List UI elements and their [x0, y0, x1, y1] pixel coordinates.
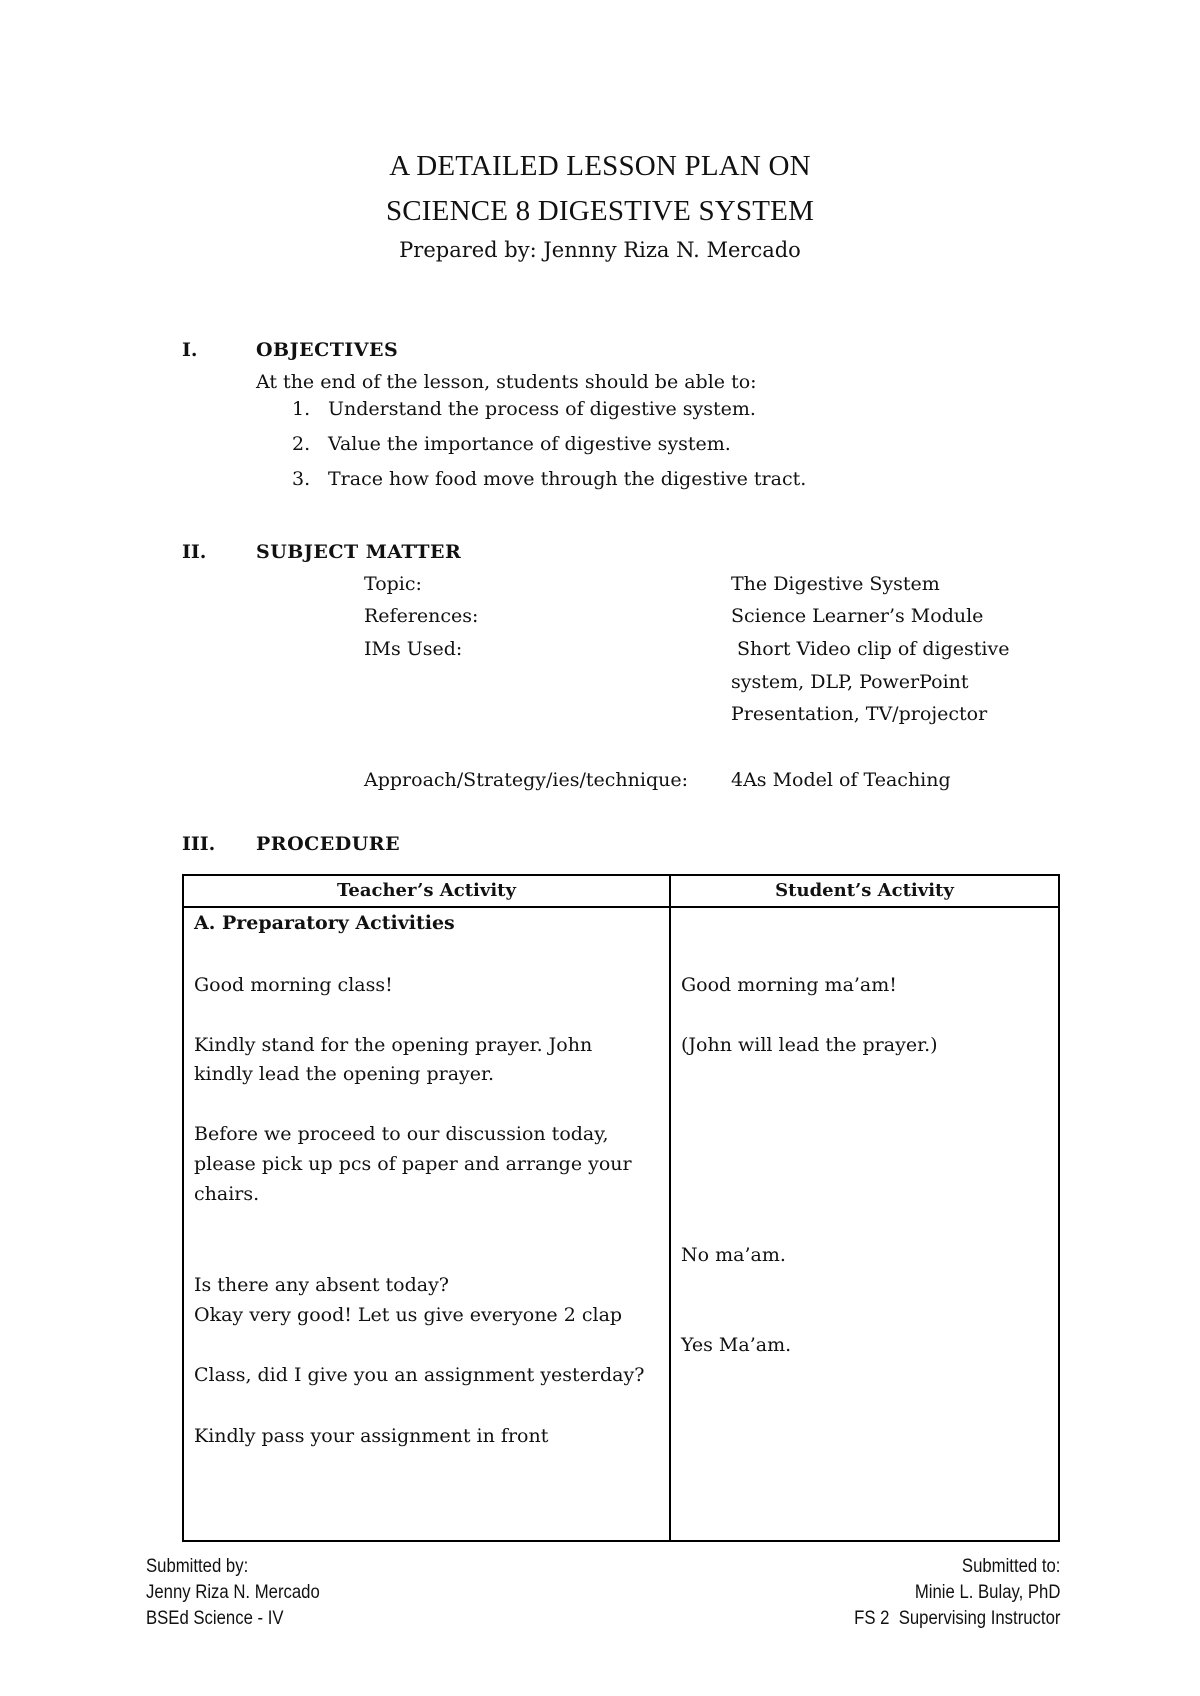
procedure-table [182, 874, 1060, 1542]
submitted-by-block [146, 1554, 343, 1632]
objectives-heading: OBJECTIVES [256, 339, 399, 361]
objective-text: Trace how food move through the digestive tract. [328, 468, 807, 490]
procedure-numeral: III. [182, 833, 216, 855]
submitted-by-course: BSEd Science - IV [146, 1608, 284, 1629]
student-line: Good morning ma’am! [681, 974, 897, 996]
teacher-line: Okay very good! Let us give everyone 2 clap [194, 1304, 623, 1326]
topic-label: Topic: [364, 573, 422, 595]
document-title-line-2: SCIENCE 8 DIGESTIVE SYSTEM [385, 195, 815, 227]
ims-label: IMs Used: [364, 638, 463, 660]
student-line: (John will lead the prayer.) [681, 1034, 938, 1056]
objective-item [292, 398, 806, 433]
objective-item [292, 468, 806, 503]
ims-value-line-1: Short Video clip of digestive [731, 638, 1010, 660]
teacher-line: Kindly pass your assignment in front [194, 1425, 549, 1447]
objective-text: Value the importance of digestive system. [328, 433, 731, 455]
document-title-line-1: A DETAILED LESSON PLAN ON [389, 150, 811, 182]
teacher-line: kindly lead the opening prayer. [194, 1063, 495, 1085]
objective-number: 3. [292, 468, 311, 490]
approach-value: 4As Model of Teaching [731, 769, 951, 791]
teacher-activity-header: Teacher’s Activity [337, 880, 516, 901]
procedure-heading: PROCEDURE [256, 833, 401, 855]
column-divider [669, 876, 671, 1540]
ims-value-line-2: system, DLP, PowerPoint [731, 671, 969, 693]
references-value: Science Learner’s Module [731, 605, 984, 627]
submitted-to-name: Minie L. Bulay, PhD [914, 1582, 1060, 1603]
ims-value-line-3: Presentation, TV/projector [731, 703, 988, 725]
topic-value: The Digestive System [731, 573, 940, 595]
submitted-to-block [826, 1554, 1060, 1632]
teacher-line: please pick up pcs of paper and arrange your [194, 1153, 632, 1175]
student-line: Yes Ma’am. [681, 1334, 792, 1356]
objectives-numeral: I. [182, 339, 198, 361]
objective-number: 1. [292, 398, 311, 420]
subject-matter-heading: SUBJECT MATTER [256, 541, 462, 563]
teacher-line: Good morning class! [194, 974, 393, 996]
preparatory-activities-label: A. Preparatory Activities [194, 912, 455, 934]
submitted-to-label: Submitted to: [961, 1556, 1060, 1577]
teacher-line: Class, did I give you an assignment yesterday? [194, 1364, 645, 1386]
student-activity-header: Student’s Activity [775, 880, 954, 901]
references-label: References: [364, 605, 479, 627]
objectives-intro: At the end of the lesson, students should be able to: [256, 371, 757, 393]
subject-matter-numeral: II. [182, 541, 207, 563]
student-line: No ma’am. [681, 1244, 786, 1266]
prepared-by: Prepared by: Jennny Riza N. Mercado [399, 238, 801, 262]
teacher-line: Before we proceed to our discussion today, [194, 1123, 609, 1145]
teacher-line: Is there any absent today? [194, 1274, 449, 1296]
objectives-list [292, 398, 806, 503]
objective-item [292, 433, 806, 468]
submitted-by-label: Submitted by: [146, 1556, 249, 1577]
objective-number: 2. [292, 433, 311, 455]
submitted-to-role: FS 2 Supervising Instructor [853, 1608, 1060, 1629]
objective-text: Understand the process of digestive system. [328, 398, 756, 420]
teacher-line: Kindly stand for the opening prayer. John [194, 1034, 593, 1056]
submitted-by-name: Jenny Riza N. Mercado [146, 1582, 320, 1603]
teacher-line: chairs. [194, 1183, 260, 1205]
approach-label: Approach/Strategy/ies/technique: [364, 769, 689, 791]
